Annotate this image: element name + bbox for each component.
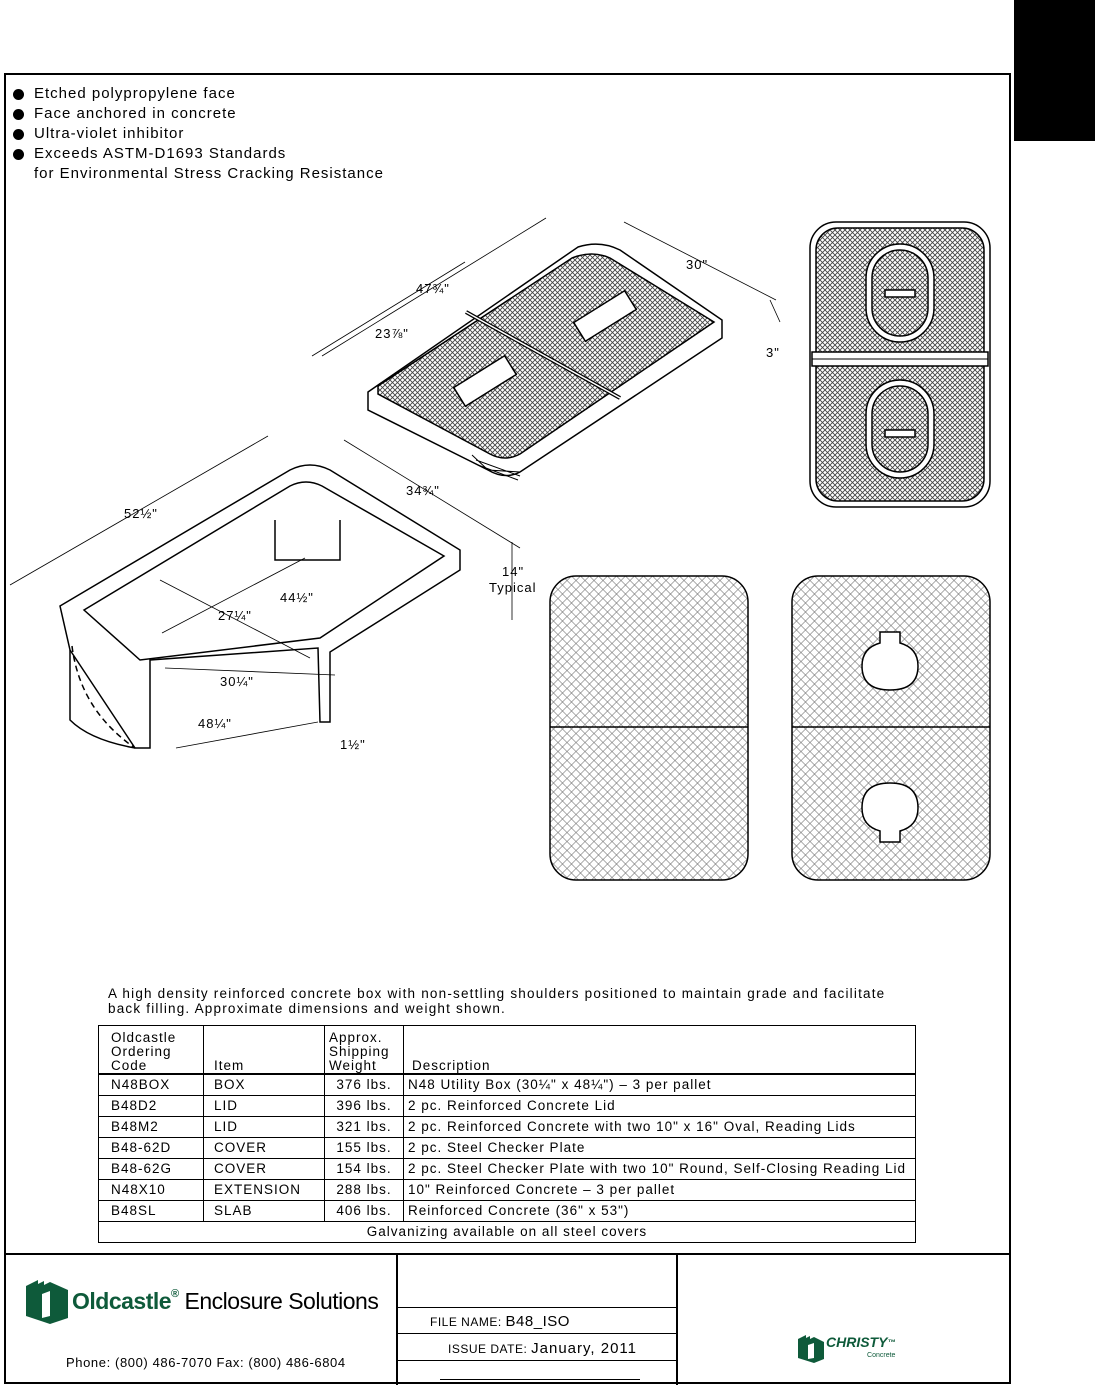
cell-description: 2 pc. Reinforced Concrete Lid <box>404 1096 916 1117</box>
header-weight: Approx. Shipping Weight <box>325 1026 404 1075</box>
dim-box-width: 34¾" <box>406 483 440 498</box>
cell-code: N48BOX <box>99 1074 204 1096</box>
table-row <box>99 1117 916 1138</box>
title-block-column <box>396 1253 398 1385</box>
table-row <box>99 1201 916 1222</box>
contact-phone: Phone: (800) 486-7070 Fax: (800) 486-6804 <box>66 1355 346 1370</box>
title-block-row <box>396 1333 677 1334</box>
cell-weight: 396 lbs. <box>325 1096 404 1117</box>
lid-iso-drawing <box>368 244 722 480</box>
cell-item: BOX <box>204 1074 325 1096</box>
dim-bottom-length: 48¼" <box>198 716 232 731</box>
dim-box-length: 52½" <box>124 506 158 521</box>
dim-lid-half: 23⅞" <box>375 326 409 341</box>
table-row <box>99 1138 916 1159</box>
cell-description: N48 Utility Box (30¼" x 48¼") – 3 per pallet <box>404 1074 916 1096</box>
table-row <box>99 1096 916 1117</box>
table-header <box>99 1026 916 1075</box>
cell-weight: 376 lbs. <box>325 1074 404 1096</box>
dim-lid-length: 47¾" <box>416 281 450 296</box>
cell-code: B48-62D <box>99 1138 204 1159</box>
cell-weight: 406 lbs. <box>325 1201 404 1222</box>
cell-code: N48X10 <box>99 1180 204 1201</box>
cell-code: B48D2 <box>99 1096 204 1117</box>
cell-item: SLAB <box>204 1201 325 1222</box>
cell-code: B48M2 <box>99 1117 204 1138</box>
cell-code: B48-62G <box>99 1159 204 1180</box>
table-row <box>99 1159 916 1180</box>
oldcastle-logo <box>22 1278 378 1324</box>
cell-description: 2 pc. Reinforced Concrete with two 10" x 16" Oval, Reading Lids <box>404 1117 916 1138</box>
feature-continuation: for Environmental Stress Cracking Resistance <box>34 165 384 182</box>
title-block-row <box>396 1307 677 1308</box>
cell-description: Reinforced Concrete (36" x 53") <box>404 1201 916 1222</box>
cell-description: 2 pc. Steel Checker Plate with two 10" Round, Self-Closing Reading Lid <box>404 1159 916 1180</box>
dim-inner-width: 27¼" <box>218 608 252 623</box>
dim-bottom-width: 30¼" <box>220 674 254 689</box>
feature-item: Exceeds ASTM-D1693 Standards <box>13 144 384 164</box>
cell-item: LID <box>204 1117 325 1138</box>
cell-weight: 154 lbs. <box>325 1159 404 1180</box>
dim-lid-width: 30" <box>686 257 709 272</box>
cell-description: 10" Reinforced Concrete – 3 per pallet <box>404 1180 916 1201</box>
cell-weight: 155 lbs. <box>325 1138 404 1159</box>
cell-weight: 288 lbs. <box>325 1180 404 1201</box>
checker-plate-plan <box>550 576 748 880</box>
christy-castle-icon <box>796 1334 826 1364</box>
dim-wall: 1½" <box>340 737 366 752</box>
table-footer-row <box>99 1222 916 1243</box>
file-name: FILE NAME: B48_ISO <box>430 1313 570 1330</box>
cell-item: LID <box>204 1096 325 1117</box>
lid-oval-plan <box>810 222 990 507</box>
checker-plate-round-plan <box>792 576 990 880</box>
cell-item: COVER <box>204 1138 325 1159</box>
feature-item: Etched polypropylene face <box>13 84 384 104</box>
header-description: Description <box>404 1026 916 1075</box>
dim-inner-length: 44½" <box>280 590 314 605</box>
feature-item: Face anchored in concrete <box>13 104 384 124</box>
dim-height: 14" <box>502 564 525 579</box>
cell-item: COVER <box>204 1159 325 1180</box>
product-description: A high density reinforced concrete box with non-settling shoulders positioned to maintain grade and facilitate back filling. Approximate dimensions and weight shown. <box>108 986 886 1016</box>
title-block-column <box>676 1253 678 1385</box>
table-footnote: Galvanizing available on all steel covers <box>99 1222 916 1243</box>
feature-item: Ultra-violet inhibitor <box>13 124 384 144</box>
header-code: Oldcastle Ordering Code <box>99 1026 204 1075</box>
box-iso-drawing <box>60 465 460 748</box>
title-block-divider <box>4 1253 1011 1255</box>
dim-lid-thickness: 3" <box>766 345 780 360</box>
cell-item: EXTENSION <box>204 1180 325 1201</box>
issue-date: ISSUE DATE: January, 2011 <box>448 1340 637 1357</box>
title-block-row <box>396 1360 677 1361</box>
table-row <box>99 1074 916 1096</box>
header-item: Item <box>204 1026 325 1075</box>
christy-wordmark: CHRISTY™ Concrete <box>826 1334 896 1359</box>
table-row <box>99 1180 916 1201</box>
dim-height-note: Typical <box>489 580 537 595</box>
christy-logo <box>796 1334 895 1364</box>
cell-weight: 321 lbs. <box>325 1117 404 1138</box>
cell-description: 2 pc. Steel Checker Plate <box>404 1138 916 1159</box>
oldcastle-castle-icon <box>22 1278 72 1324</box>
signature-line <box>440 1379 640 1380</box>
cell-code: B48SL <box>99 1201 204 1222</box>
oldcastle-wordmark: Oldcastle® Enclosure Solutions <box>72 1287 379 1314</box>
spec-table <box>98 1025 916 1243</box>
